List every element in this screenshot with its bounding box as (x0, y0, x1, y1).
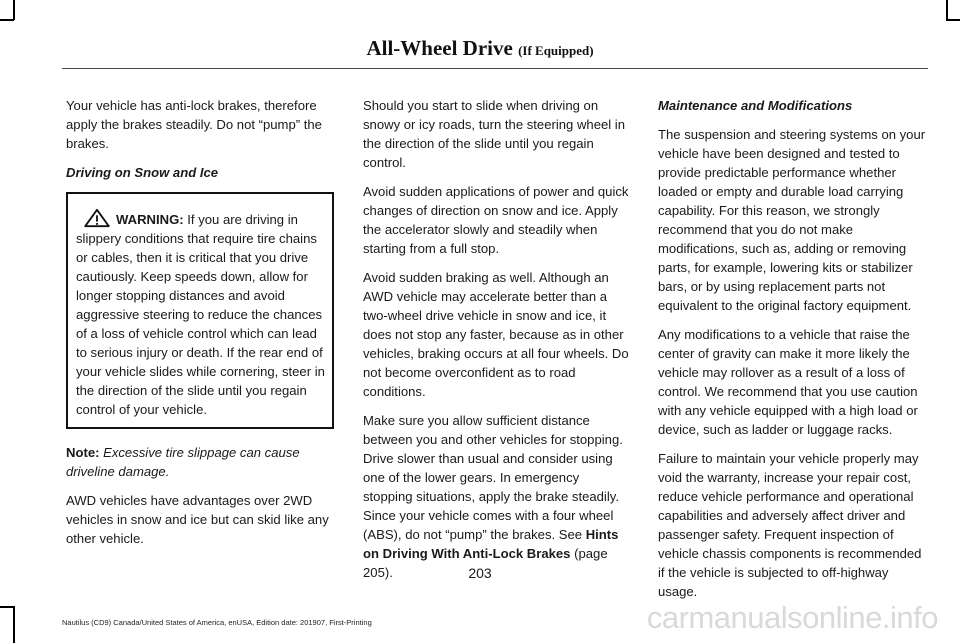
column-2 (363, 96, 631, 592)
cross-reference-link[interactable]: Hints on Driving With Anti-Lock Brakes (363, 527, 619, 561)
watermark: carmanualsonline.info (646, 600, 938, 635)
section-heading: Driving on Snow and Ice (66, 165, 219, 180)
column-1 (66, 96, 334, 558)
paragraph: Should you start to slide when driving on snowy or icy roads, turn the steering wheel in the direction of the slide until you regain control. (363, 98, 626, 170)
crop-mark (0, 606, 14, 608)
page-number: 203 (468, 565, 492, 581)
paragraph (363, 411, 631, 582)
paragraph: Avoid sudden applications of power and quick changes of direction on snow and ice. Apply the accelerator slowly and steadily when starting from a full stop. (363, 184, 629, 256)
paragraph: Avoid sudden braking as well. Although an AWD vehicle may accelerate better than a two-wheel drive vehicle in snow and ice, it does not stop any faster, because as in other vehicles, braking occurs at all four wheels. Do not become overconfident as to road conditions. (363, 270, 629, 399)
crop-mark (13, 606, 15, 643)
crop-mark (0, 19, 14, 21)
warning-triangle-icon (82, 208, 112, 228)
page-reference: (page 205). (363, 546, 608, 580)
footer-text: Nautilus (CD9) Canada/United States of America, enUSA, Edition date: 201907, First-Printing (62, 618, 372, 627)
awd-paragraph: AWD vehicles have advantages over 2WD vehicles in snow and ice but can skid like any other vehicle. (66, 493, 329, 546)
paragraph-text: Make sure you allow sufficient distance between you and other vehicles for stopping. Drive slower than usual and consider using one of the lower gears. In emergency stopping situations, apply the brake steadily. Since your vehicle comes with a four wheel (ABS), do not “pump” the brakes. See (363, 413, 623, 542)
crop-mark (946, 19, 960, 21)
column-3 (658, 96, 928, 611)
crop-mark (13, 0, 15, 20)
note-text: Excessive tire slippage can cause driveline damage. (66, 445, 300, 479)
warning-box (66, 192, 334, 429)
note-label: Note: (66, 445, 100, 460)
warning-label: WARNING: (116, 212, 184, 227)
chapter-title: All-Wheel Drive (366, 36, 513, 60)
note-paragraph (66, 443, 334, 481)
chapter-subtitle: (If Equipped) (518, 43, 594, 58)
warning-text: If you are driving in slippery conditions that require tire chains or cables, then it is critical that you drive cautiously. Keep speeds down, allow for longer stopping distances and avoid aggressive steering to reduce the chances of a loss of vehicle control which can lead to serious injury or death. If the rear end of your vehicle slides while cornering, steer in the direction of the slide until you regain control of your vehicle. (76, 212, 325, 417)
paragraph: The suspension and steering systems on your vehicle have been designed and tested to provide predictable performance whether loaded or empty and durable load carrying capability. For this reason, we strongly recommend that you do not make modifications, such as, adding or removing parts, for example, lowering kits or stabilizer bars, or by using replacement parts not equivalent to the original factory equipment. (658, 127, 926, 313)
intro-paragraph: Your vehicle has anti-lock brakes, therefore apply the brakes steadily. Do not “pump” the brakes. (66, 98, 322, 151)
page-title (0, 36, 960, 61)
crop-mark (946, 0, 948, 20)
paragraph: Any modifications to a vehicle that raise the center of gravity can make it more likely the vehicle may rollover as a result of a loss of control. We recommend that you use caution with any vehicle equipped with a high load or device, such as ladder or luggage racks. (658, 327, 918, 437)
section-heading: Maintenance and Modifications (658, 98, 853, 113)
paragraph: Failure to maintain your vehicle properly may void the warranty, increase your repair cost, reduce vehicle performance and operational capabilities and adversely affect driver and passenger safety. Frequent inspection of vehicle chassis components is recommended if the vehicle is subjected to off-highway usage. (658, 451, 922, 599)
header-rule (62, 68, 928, 69)
